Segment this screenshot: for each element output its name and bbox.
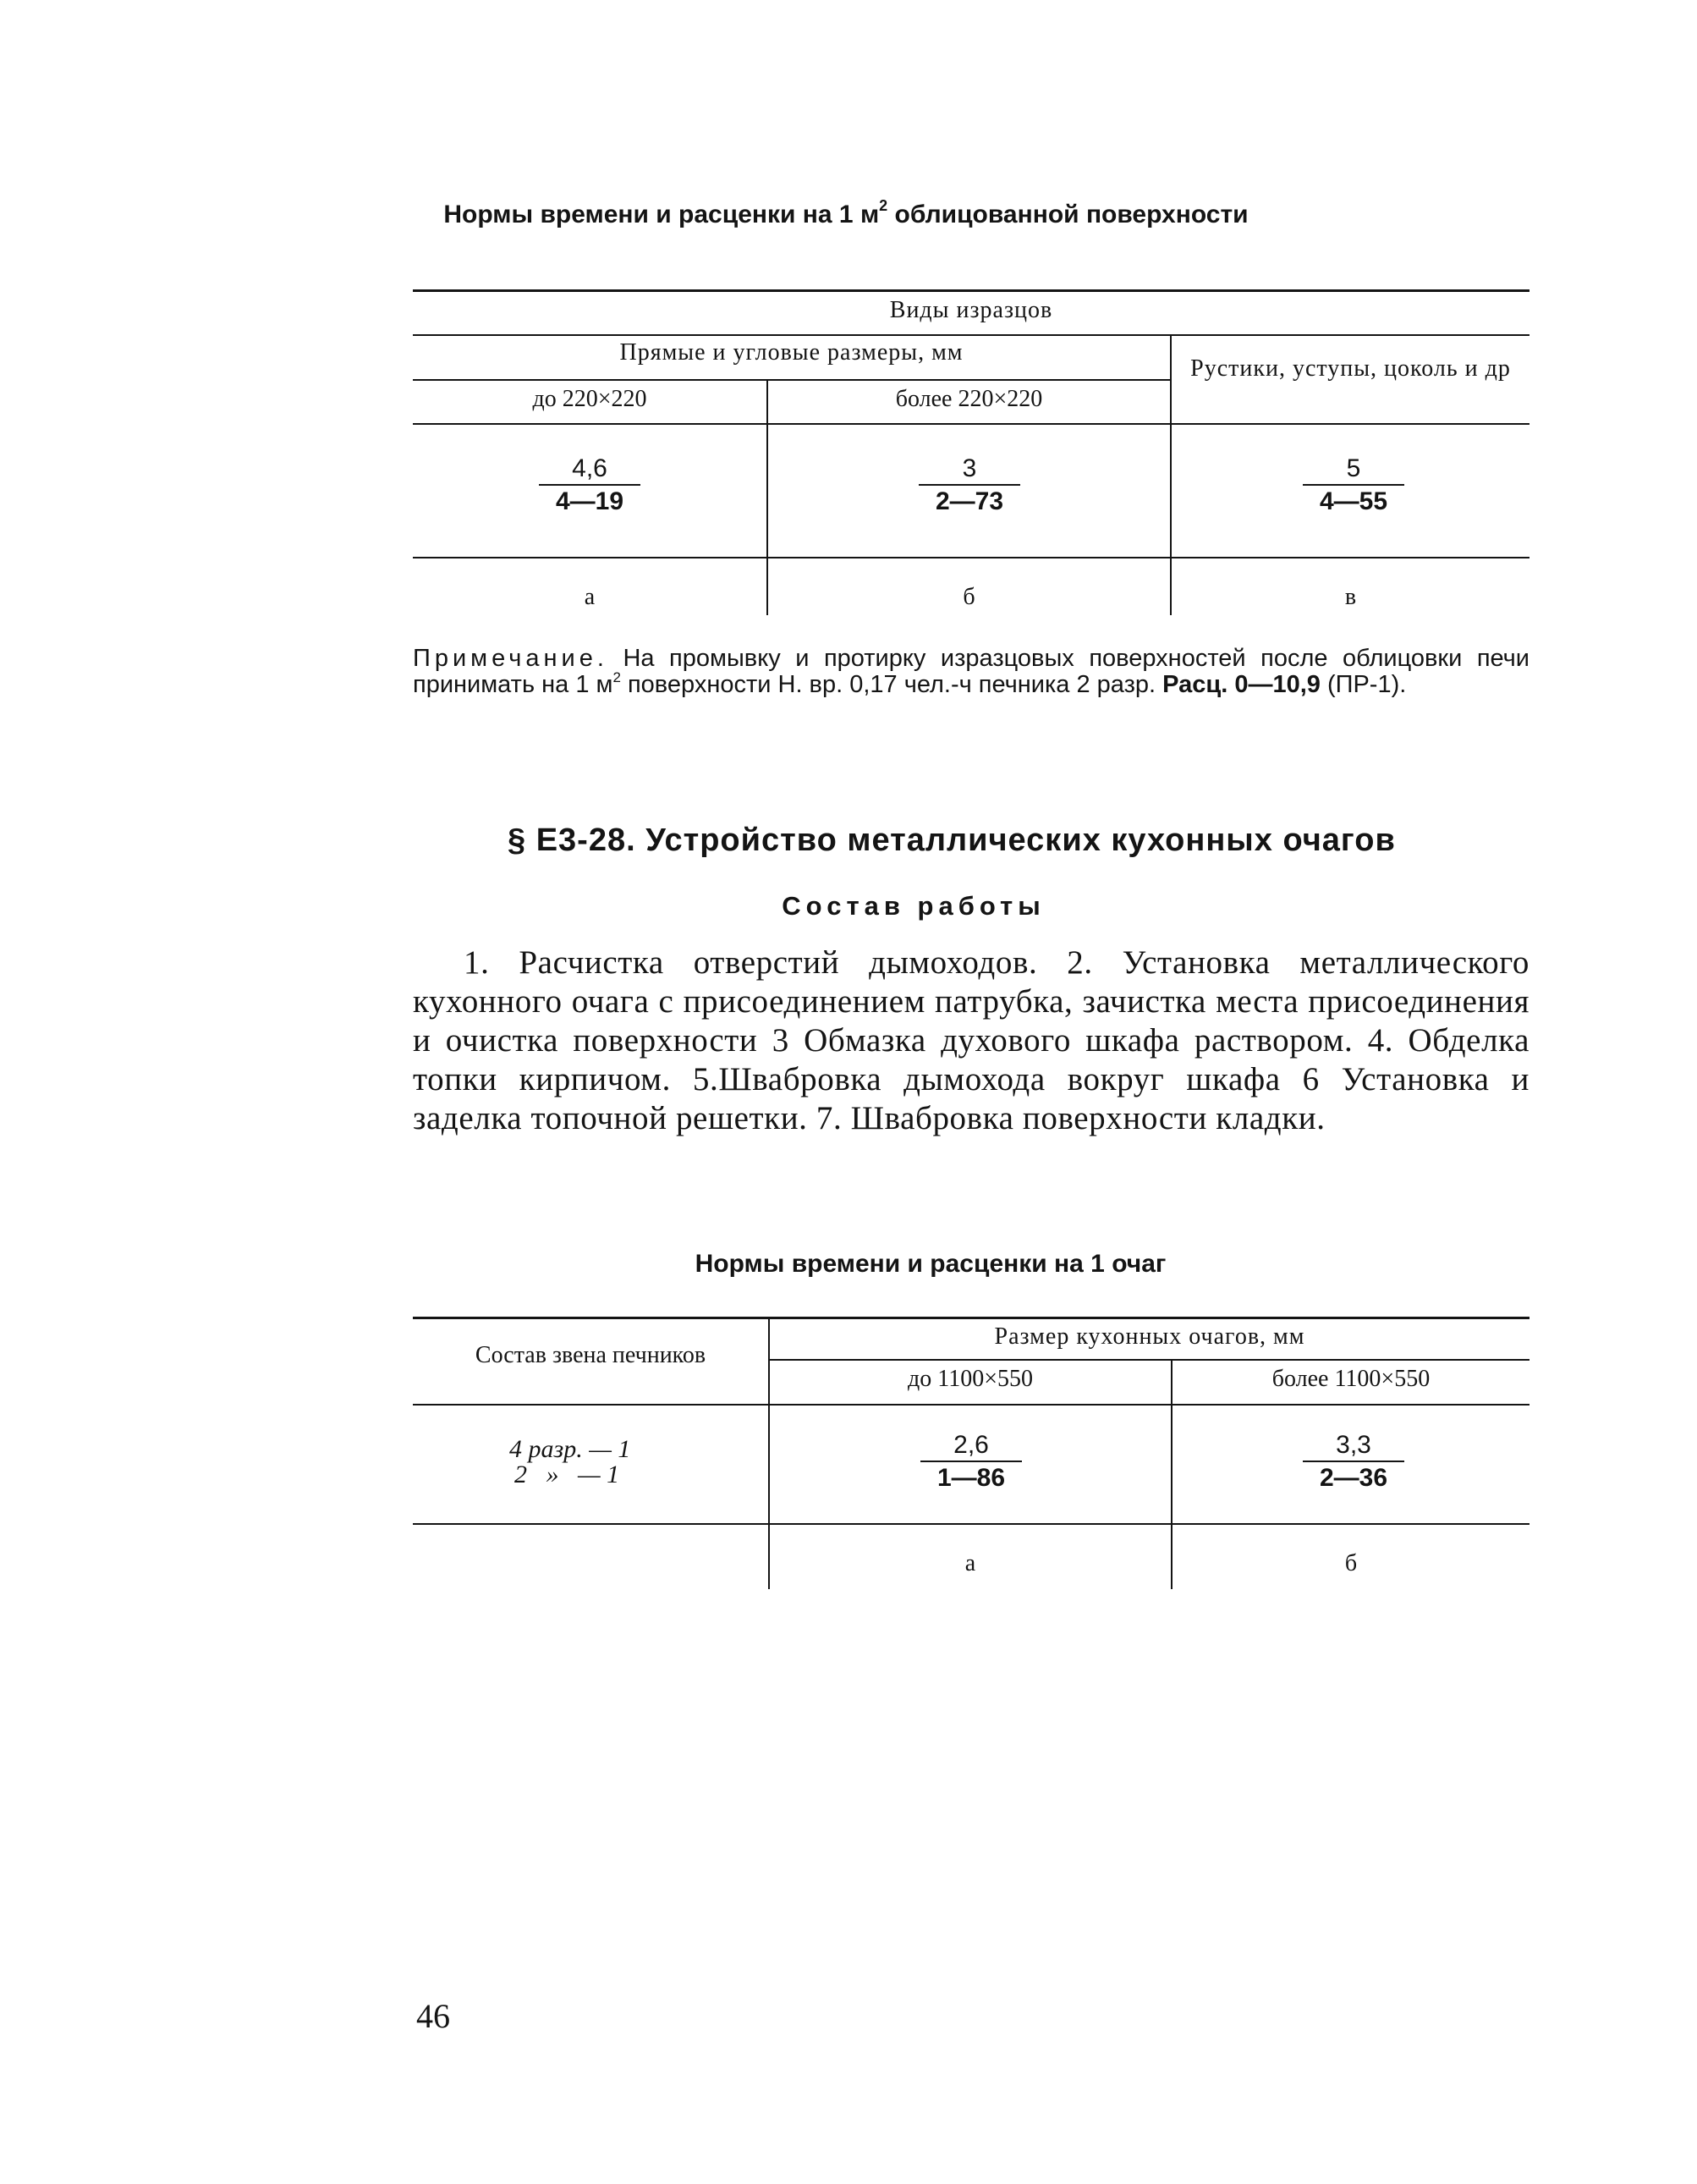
table1-divider bbox=[1170, 334, 1172, 615]
table1-rule bbox=[413, 557, 1529, 558]
table2-rule bbox=[413, 1404, 1529, 1406]
table1-group-straight: Прямые и угловые размеры, мм bbox=[619, 339, 964, 366]
table1-col-a: до 220×220 bbox=[532, 386, 647, 412]
table1-letter-c: в bbox=[1344, 584, 1357, 610]
norm-time: 2,6 bbox=[920, 1430, 1022, 1462]
table1-note: Примечание. На промывку и протирку изразцовых поверхностей после облицовки печи принимать на 1 $м^2$ поверхности Н. вр. 0,17 чел.-ч печника 2 разр. Расц. 0—10,9 (ПР-1). bbox=[413, 645, 1529, 698]
table1-col-b: более 220×220 bbox=[895, 386, 1043, 412]
table2-letter-b: б bbox=[1344, 1550, 1358, 1576]
section-heading: § Е3-28. Устройство металлических кухонных очагов bbox=[508, 822, 1396, 858]
rate: 4—19 bbox=[555, 487, 624, 515]
note-rate: Расц. 0—10,9 bbox=[1162, 671, 1321, 698]
rate: 2—73 bbox=[935, 487, 1004, 515]
table1-top-rule bbox=[413, 289, 1529, 292]
table1-header-tile-types: Виды изразцов bbox=[889, 297, 1053, 323]
norm-time: 5 bbox=[1303, 454, 1404, 486]
page-number: 46 bbox=[416, 1997, 450, 2035]
section-subheading: Состав работы bbox=[782, 891, 1046, 921]
norm-time: 4,6 bbox=[539, 454, 640, 486]
table2-value-a bbox=[920, 1430, 1022, 1494]
table1-letter-b: б bbox=[963, 584, 975, 610]
table1-divider bbox=[766, 379, 768, 615]
table1-letter-a: а bbox=[584, 584, 596, 610]
table2-col-crew: Состав звена печников bbox=[475, 1342, 706, 1368]
table2-top-rule bbox=[413, 1317, 1529, 1319]
table2-col-b: более 1100×550 bbox=[1271, 1366, 1431, 1392]
crew-line: 2 » — 1 bbox=[514, 1461, 620, 1488]
table1-title: Нормы времени и расценки на 1 $м^2$ облицованной поверхности bbox=[443, 197, 1249, 228]
work-composition-text: 1. Расчистка отверстий дымоходов. 2. Установка металлического кухонного очага с присоединением патрубка, зачистка места присоединения и очистка поверхности 3 Обмазка духового шкафа раствором. 4. Обделка топки кирпичом. 5.Швабровка дымохода вокруг шкафа 6 Установка и заделка топочной решетки. 7. Швабровка поверхности кладки. bbox=[413, 944, 1529, 1136]
rate: 4—55 bbox=[1319, 487, 1388, 515]
crew-line: 4 разр. — 1 bbox=[509, 1435, 631, 1463]
table2-group-size: Размер кухонных очагов, мм bbox=[994, 1323, 1305, 1350]
table2-title: Нормы времени и расценки на 1 очаг bbox=[695, 1250, 1167, 1278]
table2-letter-a: а bbox=[964, 1550, 976, 1576]
table1-value-c bbox=[1303, 454, 1404, 518]
norm-time: 3 bbox=[919, 454, 1020, 486]
table2-divider bbox=[768, 1317, 770, 1589]
table2-rule bbox=[770, 1359, 1529, 1361]
table1-value-b bbox=[919, 454, 1020, 518]
table1-group-rustics: Рустики, уступы, цоколь и др bbox=[1190, 355, 1511, 382]
table2-value-b bbox=[1303, 1430, 1404, 1494]
rate: 2—36 bbox=[1319, 1464, 1388, 1492]
table2-col-a: до 1100×550 bbox=[908, 1366, 1033, 1392]
table1-rule bbox=[413, 379, 1170, 381]
table1-value-a bbox=[539, 454, 640, 518]
rate: 1—86 bbox=[936, 1464, 1006, 1492]
table2-rule bbox=[413, 1523, 1529, 1525]
table1-rule bbox=[413, 334, 1529, 336]
table1-rule bbox=[413, 423, 1529, 425]
note-label: Примечание. bbox=[413, 645, 608, 672]
norm-time: 3,3 bbox=[1303, 1430, 1404, 1462]
